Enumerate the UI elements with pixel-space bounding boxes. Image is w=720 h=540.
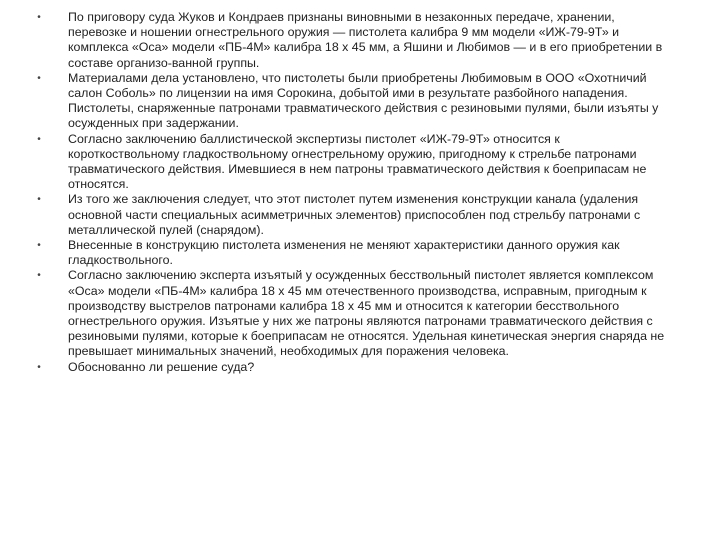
bullet-item-3 [34, 132, 674, 193]
bullet-icon: • [37, 12, 41, 23]
bullet-text-question: Обоснованно ли решение суда? [68, 359, 255, 374]
bullet-item-4 [34, 192, 674, 238]
bullet-text-expert-conclusion: Согласно заключению эксперта изъятый у осужденных бесствольный пистолет является комплексом «Оса» модели «ПБ-4М» калибра 18 х 45 мм отечественного производства, исправным, пригодным к производству выстрелов патронами калибра 18 х 45 мм и относится к категории бесствольного огнестрельного оружия. Изъятые у них же патроны являются патронами травматического действия с резиновыми пулями, которые к боеприпасам не относятся. Удельная кинетическая энергия снаряда не превышает минимальных значений, необходимых для поражения человека. [68, 268, 665, 359]
bullet-text-characteristics: Внесенные в конструкцию пистолета изменения не меняют характеристики данного оружия как гладкоствольного. [68, 238, 620, 268]
bullet-item-5 [34, 238, 674, 268]
bullet-icon: • [37, 133, 41, 145]
bullet-item-7 [34, 360, 674, 375]
bullet-item-1 [34, 10, 674, 71]
bullet-text-verdict: По приговору суда Жуков и Кондраев признаны виновными в незаконных передаче, хранении, перевозке и ношении огнестрельного оружия — пистолета калибра 9 мм модели «ИЖ-79-9Т» и комплекса «Оса» модели «ПБ-4М» калибра 18 х 45 мм, а Яшини и Любимов — и в его приобретении в составе организо-ванной группы. [68, 10, 663, 70]
bullet-icon: • [37, 361, 41, 373]
bullet-text-case-materials: Материалами дела установлено, что пистолеты были приобретены Любимовым в ООО «Охотничий салон Соболь» по лицензии на имя Сорокина, добытой ими в результате разбойного нападения. Пистолеты, снаряженные патронами травматического действия с резиновыми пулями, были изъяты у осужденных при задержании. [68, 70, 659, 131]
bullet-text-modification: Из того же заключения следует, что этот пистолет путем изменения конструкции канала (удаления основной части специальных асимметричных элементов) приспособлен под стрельбу патронами с металлической пулей (снарядом). [68, 192, 641, 237]
bullet-icon: • [37, 270, 41, 282]
bullet-list [34, 10, 674, 375]
bullet-icon: • [37, 240, 41, 252]
bullet-text-ballistic-expertise: Согласно заключению баллистической экспертизы пистолет «ИЖ-79-9Т» относится к короткоствольному гладкоствольному огнестрельному оружию, пригодному к стрельбе патронами травматического действия. Имевшиеся в нем патроны травматического действия к боеприпасам не относятся. [68, 131, 647, 192]
bullet-item-6 [34, 268, 674, 359]
bullet-item-2 [34, 71, 674, 132]
bullet-icon: • [37, 194, 41, 206]
bullet-icon: • [37, 72, 41, 84]
